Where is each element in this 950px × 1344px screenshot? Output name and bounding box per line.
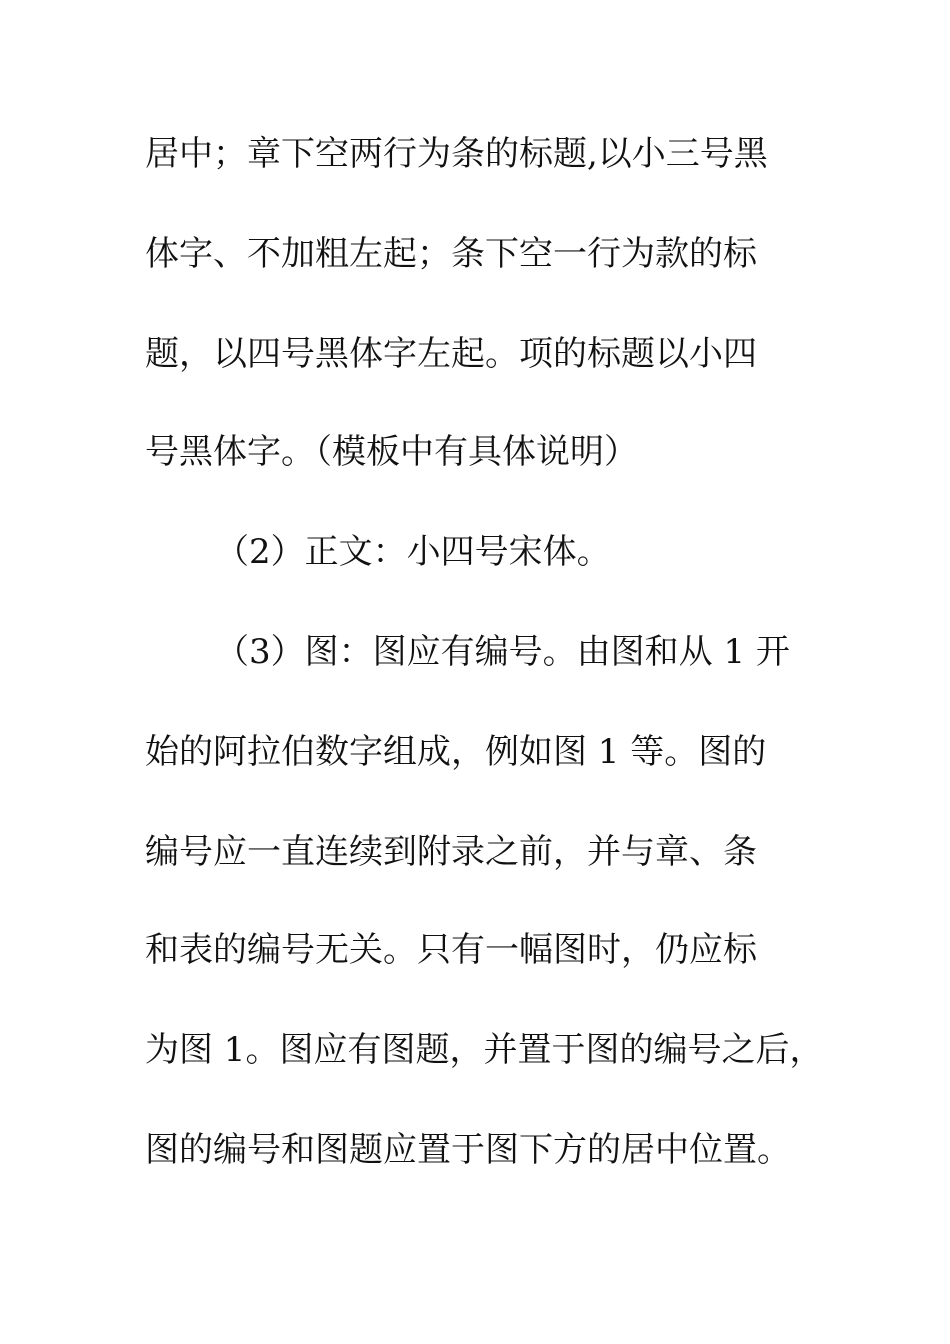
body-text-line-9: 和表的编号无关。只有一幅图时，仍应标 (145, 930, 757, 970)
body-text-line-5: （2）正文：小四号宋体。 (215, 532, 611, 572)
body-text-line-3: 题，以四号黑体字左起。项的标题以小四 (145, 334, 757, 374)
body-text-line-7: 始的阿拉伯数字组成，例如图 1 等。图的 (145, 732, 767, 772)
body-text-line-1: 居中；章下空两行为条的标题,以小三号黑 (145, 134, 768, 174)
body-text-line-10: 为图 1。图应有图题，并置于图的编号之后， (145, 1030, 824, 1070)
body-text-line-4: 号黑体字。（模板中有具体说明） (145, 432, 638, 472)
body-text-line-2: 体字、不加粗左起；条下空一行为款的标 (145, 234, 757, 274)
body-text-line-11: 图的编号和图题应置于图下方的居中位置。 (145, 1130, 791, 1170)
body-text-line-6: （3）图：图应有编号。由图和从 1 开 (215, 632, 790, 672)
body-text-line-8: 编号应一直连续到附录之前，并与章、条 (145, 832, 757, 872)
